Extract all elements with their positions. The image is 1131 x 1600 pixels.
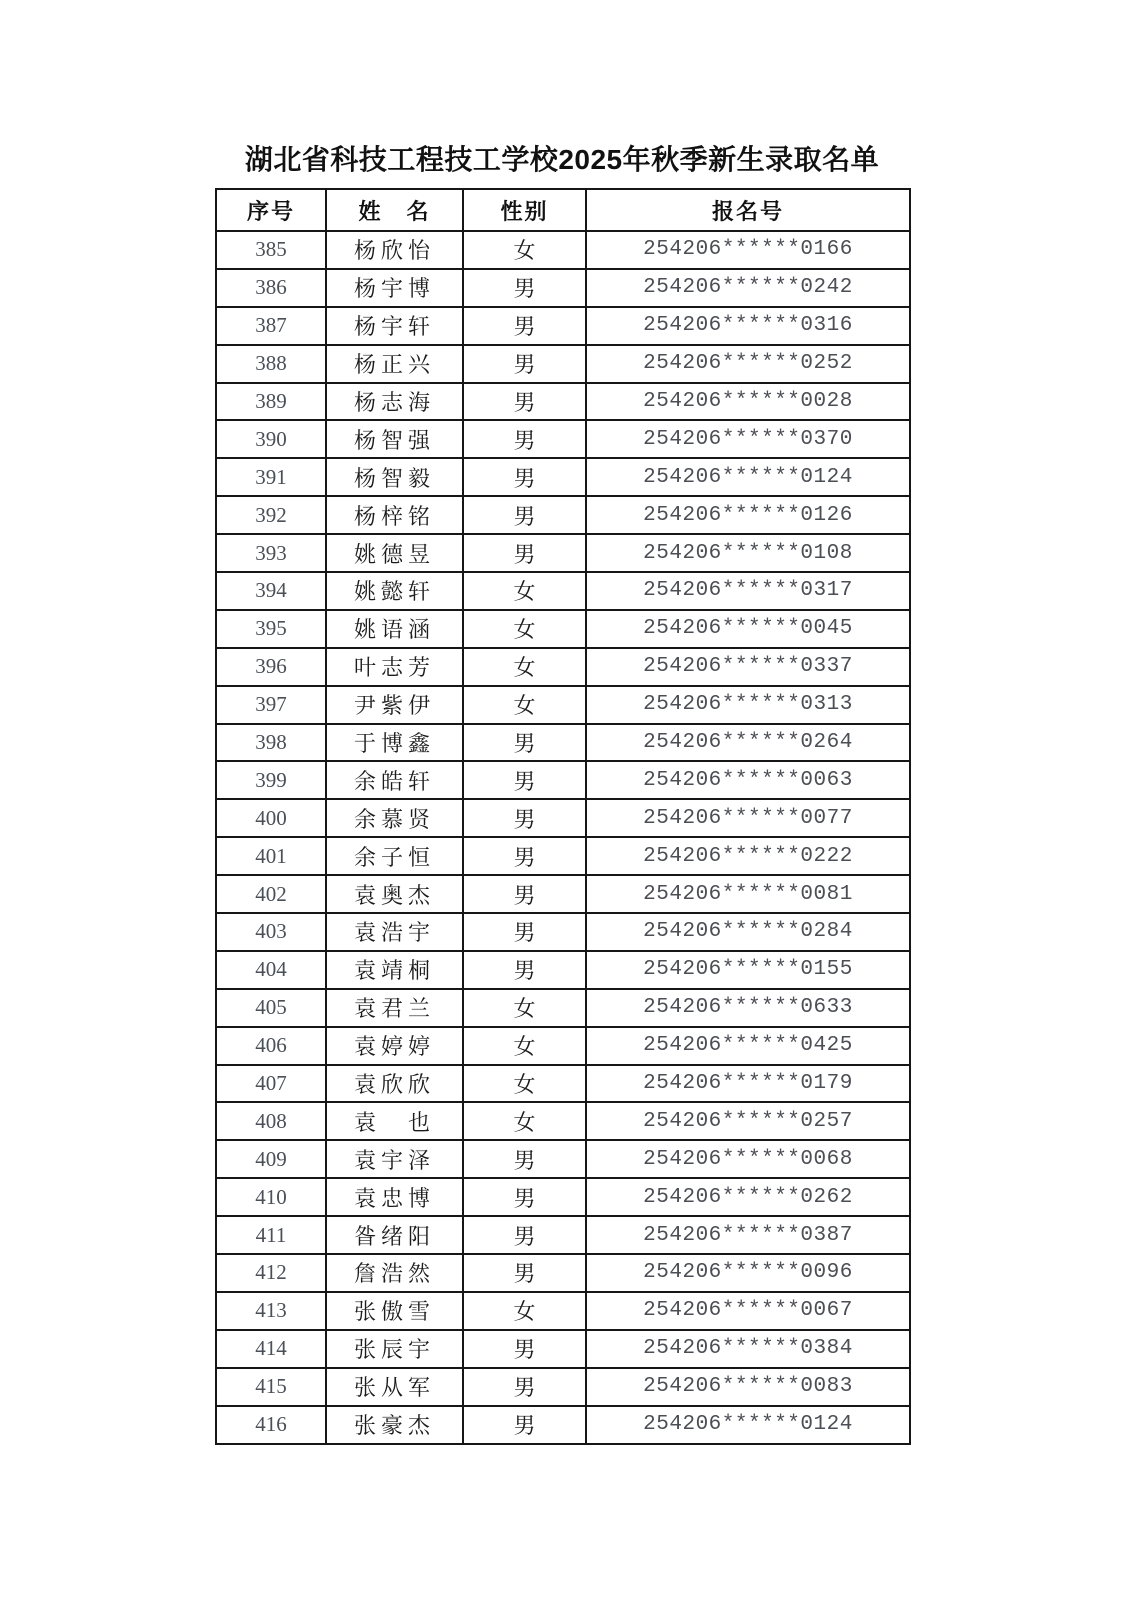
serial-cell: 395 xyxy=(216,610,326,648)
gender-cell: 女 xyxy=(463,1027,586,1065)
gender-cell: 男 xyxy=(463,799,586,837)
gender-cell: 女 xyxy=(463,1065,586,1103)
regno-cell: 254206******0242 xyxy=(586,269,910,307)
serial-cell: 385 xyxy=(216,231,326,269)
name-cell: 余慕贤 xyxy=(326,799,463,837)
table-row xyxy=(216,383,910,421)
serial-cell: 405 xyxy=(216,989,326,1027)
gender-cell: 男 xyxy=(463,534,586,572)
gender-cell: 男 xyxy=(463,420,586,458)
name-cell: 姚懿轩 xyxy=(326,572,463,610)
gender-cell: 男 xyxy=(463,1140,586,1178)
table-row xyxy=(216,799,910,837)
gender-cell: 男 xyxy=(463,345,586,383)
serial-cell: 415 xyxy=(216,1368,326,1406)
table-row xyxy=(216,724,910,762)
header-regno: 报名号 xyxy=(586,189,910,231)
gender-cell: 男 xyxy=(463,837,586,875)
table-row xyxy=(216,913,910,951)
gender-cell: 男 xyxy=(463,1330,586,1368)
regno-cell: 254206******0083 xyxy=(586,1368,910,1406)
name-cell: 杨梓铭 xyxy=(326,496,463,534)
regno-cell: 254206******0126 xyxy=(586,496,910,534)
serial-cell: 392 xyxy=(216,496,326,534)
regno-cell: 254206******0155 xyxy=(586,951,910,989)
table-row xyxy=(216,534,910,572)
name-cell: 袁忠博 xyxy=(326,1178,463,1216)
table-row xyxy=(216,572,910,610)
name-cell: 杨智强 xyxy=(326,420,463,458)
regno-cell: 254206******0317 xyxy=(586,572,910,610)
name-cell: 杨宇轩 xyxy=(326,307,463,345)
header-name: 姓 名 xyxy=(326,189,463,231)
regno-cell: 254206******0262 xyxy=(586,1178,910,1216)
table-row xyxy=(216,648,910,686)
serial-cell: 402 xyxy=(216,875,326,913)
gender-cell: 男 xyxy=(463,761,586,799)
regno-cell: 254206******0370 xyxy=(586,420,910,458)
name-cell: 袁靖桐 xyxy=(326,951,463,989)
gender-cell: 男 xyxy=(463,1254,586,1292)
name-cell: 杨志海 xyxy=(326,383,463,421)
gender-cell: 男 xyxy=(463,458,586,496)
page-title: 湖北省科技工程技工学校2025年秋季新生录取名单 xyxy=(244,144,880,175)
regno-cell: 254206******0633 xyxy=(586,989,910,1027)
regno-cell: 254206******0425 xyxy=(586,1027,910,1065)
name-cell: 姚德昱 xyxy=(326,534,463,572)
gender-cell: 男 xyxy=(463,383,586,421)
serial-cell: 386 xyxy=(216,269,326,307)
name-cell: 袁婷婷 xyxy=(326,1027,463,1065)
regno-cell: 254206******0081 xyxy=(586,875,910,913)
table-row xyxy=(216,231,910,269)
name-cell: 姚语涵 xyxy=(326,610,463,648)
serial-cell: 414 xyxy=(216,1330,326,1368)
name-cell: 袁 也 xyxy=(326,1102,463,1140)
gender-cell: 男 xyxy=(463,1368,586,1406)
gender-cell: 女 xyxy=(463,231,586,269)
name-cell: 昝绪阳 xyxy=(326,1216,463,1254)
name-cell: 余子恒 xyxy=(326,837,463,875)
table-row xyxy=(216,1216,910,1254)
name-cell: 杨欣怡 xyxy=(326,231,463,269)
serial-cell: 398 xyxy=(216,724,326,762)
name-cell: 张从军 xyxy=(326,1368,463,1406)
table-row xyxy=(216,420,910,458)
regno-cell: 254206******0067 xyxy=(586,1292,910,1330)
table-row xyxy=(216,345,910,383)
regno-cell: 254206******0179 xyxy=(586,1065,910,1103)
regno-cell: 254206******0108 xyxy=(586,534,910,572)
regno-cell: 254206******0068 xyxy=(586,1140,910,1178)
table-row xyxy=(216,1368,910,1406)
table-row xyxy=(216,875,910,913)
serial-cell: 400 xyxy=(216,799,326,837)
gender-cell: 男 xyxy=(463,307,586,345)
regno-cell: 254206******0063 xyxy=(586,761,910,799)
table-row xyxy=(216,269,910,307)
regno-cell: 254206******0028 xyxy=(586,383,910,421)
serial-cell: 412 xyxy=(216,1254,326,1292)
name-cell: 尹紫伊 xyxy=(326,686,463,724)
name-cell: 杨正兴 xyxy=(326,345,463,383)
gender-cell: 男 xyxy=(463,875,586,913)
gender-cell: 男 xyxy=(463,1178,586,1216)
header-gender: 性别 xyxy=(463,189,586,231)
table-row xyxy=(216,686,910,724)
serial-cell: 407 xyxy=(216,1065,326,1103)
name-cell: 袁欣欣 xyxy=(326,1065,463,1103)
name-cell: 袁君兰 xyxy=(326,989,463,1027)
name-cell: 詹浩然 xyxy=(326,1254,463,1292)
serial-cell: 413 xyxy=(216,1292,326,1330)
name-cell: 杨宇博 xyxy=(326,269,463,307)
table-row xyxy=(216,1102,910,1140)
name-cell: 张豪杰 xyxy=(326,1406,463,1444)
table-row xyxy=(216,1254,910,1292)
serial-cell: 409 xyxy=(216,1140,326,1178)
gender-cell: 男 xyxy=(463,1406,586,1444)
header-row xyxy=(216,189,910,231)
regno-cell: 254206******0252 xyxy=(586,345,910,383)
name-cell: 张傲雪 xyxy=(326,1292,463,1330)
regno-cell: 254206******0124 xyxy=(586,458,910,496)
serial-cell: 411 xyxy=(216,1216,326,1254)
name-cell: 余皓轩 xyxy=(326,761,463,799)
gender-cell: 女 xyxy=(463,1292,586,1330)
serial-cell: 390 xyxy=(216,420,326,458)
serial-cell: 403 xyxy=(216,913,326,951)
gender-cell: 女 xyxy=(463,1102,586,1140)
regno-cell: 254206******0124 xyxy=(586,1406,910,1444)
name-cell: 张辰宇 xyxy=(326,1330,463,1368)
admission-roster-table xyxy=(215,188,911,1445)
table-row xyxy=(216,1140,910,1178)
table-row xyxy=(216,496,910,534)
gender-cell: 男 xyxy=(463,1216,586,1254)
table-row xyxy=(216,610,910,648)
gender-cell: 男 xyxy=(463,496,586,534)
name-cell: 叶志芳 xyxy=(326,648,463,686)
serial-cell: 389 xyxy=(216,383,326,421)
table-row xyxy=(216,1330,910,1368)
regno-cell: 254206******0166 xyxy=(586,231,910,269)
table-header xyxy=(216,189,910,231)
table-row xyxy=(216,1027,910,1065)
serial-cell: 387 xyxy=(216,307,326,345)
serial-cell: 408 xyxy=(216,1102,326,1140)
regno-cell: 254206******0387 xyxy=(586,1216,910,1254)
table-row xyxy=(216,1178,910,1216)
table-row xyxy=(216,837,910,875)
serial-cell: 394 xyxy=(216,572,326,610)
table-row xyxy=(216,1406,910,1444)
serial-cell: 410 xyxy=(216,1178,326,1216)
name-cell: 袁浩宇 xyxy=(326,913,463,951)
gender-cell: 女 xyxy=(463,989,586,1027)
gender-cell: 女 xyxy=(463,648,586,686)
regno-cell: 254206******0257 xyxy=(586,1102,910,1140)
serial-cell: 416 xyxy=(216,1406,326,1444)
serial-cell: 396 xyxy=(216,648,326,686)
gender-cell: 女 xyxy=(463,610,586,648)
gender-cell: 男 xyxy=(463,913,586,951)
gender-cell: 女 xyxy=(463,686,586,724)
regno-cell: 254206******0045 xyxy=(586,610,910,648)
regno-cell: 254206******0264 xyxy=(586,724,910,762)
table-body xyxy=(216,231,910,1444)
table-row xyxy=(216,1065,910,1103)
regno-cell: 254206******0384 xyxy=(586,1330,910,1368)
name-cell: 袁宇泽 xyxy=(326,1140,463,1178)
gender-cell: 女 xyxy=(463,572,586,610)
gender-cell: 男 xyxy=(463,724,586,762)
gender-cell: 男 xyxy=(463,269,586,307)
regno-cell: 254206******0316 xyxy=(586,307,910,345)
table-row xyxy=(216,458,910,496)
name-cell: 袁奥杰 xyxy=(326,875,463,913)
serial-cell: 388 xyxy=(216,345,326,383)
regno-cell: 254206******0077 xyxy=(586,799,910,837)
regno-cell: 254206******0096 xyxy=(586,1254,910,1292)
regno-cell: 254206******0222 xyxy=(586,837,910,875)
serial-cell: 406 xyxy=(216,1027,326,1065)
table-row xyxy=(216,989,910,1027)
serial-cell: 397 xyxy=(216,686,326,724)
regno-cell: 254206******0337 xyxy=(586,648,910,686)
table-row xyxy=(216,1292,910,1330)
regno-cell: 254206******0313 xyxy=(586,686,910,724)
name-cell: 杨智毅 xyxy=(326,458,463,496)
serial-cell: 404 xyxy=(216,951,326,989)
header-serial: 序号 xyxy=(216,189,326,231)
serial-cell: 393 xyxy=(216,534,326,572)
table-row xyxy=(216,951,910,989)
table-row xyxy=(216,761,910,799)
table-row xyxy=(216,307,910,345)
gender-cell: 男 xyxy=(463,951,586,989)
serial-cell: 399 xyxy=(216,761,326,799)
name-cell: 于博鑫 xyxy=(326,724,463,762)
regno-cell: 254206******0284 xyxy=(586,913,910,951)
serial-cell: 401 xyxy=(216,837,326,875)
serial-cell: 391 xyxy=(216,458,326,496)
